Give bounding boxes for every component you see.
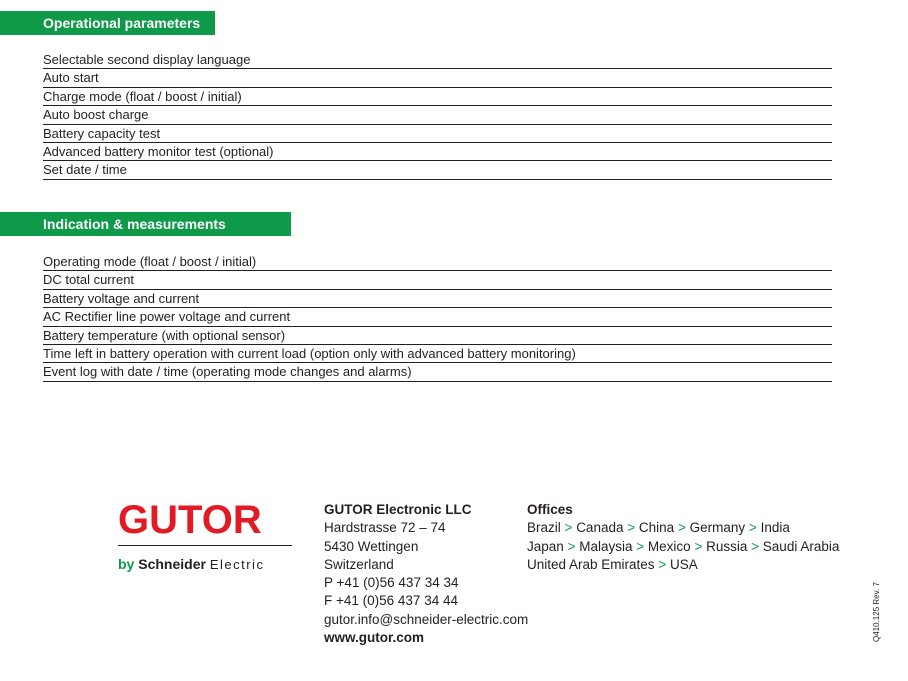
list-item: Advanced battery monitor test (optional) (43, 143, 832, 161)
address-country: Switzerland (324, 556, 394, 572)
list-item: Battery voltage and current (43, 290, 832, 308)
office-country: Canada (576, 520, 624, 536)
section-header-operational-parameters: Operational parameters (0, 11, 215, 35)
separator-chevron: > (658, 556, 667, 572)
logo-divider (118, 545, 292, 546)
separator-chevron: > (567, 538, 576, 554)
schneider-byline (118, 556, 292, 572)
separator-chevron: > (636, 538, 645, 554)
office-country: Mexico (647, 538, 691, 554)
list-item: DC total current (43, 271, 832, 289)
office-country: Japan (527, 538, 564, 554)
offices-row (527, 519, 839, 537)
offices-title: Offices (527, 502, 573, 517)
indication-measurements-list (43, 253, 832, 382)
office-country: India (760, 520, 790, 536)
offices-block (527, 501, 839, 574)
list-item: Charge mode (float / boost / initial) (43, 88, 832, 106)
document-reference: Q410.125 Rev. 7 (872, 582, 881, 642)
gutor-logo (118, 500, 292, 572)
operational-parameters-list (43, 51, 832, 180)
byline-schneider: Schneider (138, 556, 206, 572)
phone-number: P +41 (0)56 437 34 34 (324, 575, 459, 591)
separator-chevron: > (751, 538, 760, 554)
list-item: Operating mode (float / boost / initial) (43, 253, 832, 271)
separator-chevron: > (694, 538, 703, 554)
office-country: Germany (689, 520, 746, 536)
offices-row (527, 556, 839, 574)
office-country: Brazil (527, 520, 561, 536)
list-item: Auto boost charge (43, 106, 832, 124)
office-country: United Arab Emirates (527, 556, 655, 572)
separator-chevron: > (564, 520, 573, 536)
offices-row (527, 538, 839, 556)
list-item: Set date / time (43, 161, 832, 179)
logo-wordmark: GUTOR (118, 498, 262, 542)
office-country: USA (669, 556, 698, 572)
list-item: Selectable second display language (43, 51, 832, 69)
list-item: Battery capacity test (43, 125, 832, 143)
byline-electric: Electric (209, 557, 265, 572)
website-link[interactable]: www.gutor.com (324, 630, 425, 646)
address-street: Hardstrasse 72 – 74 (324, 520, 446, 536)
office-country: China (638, 520, 675, 536)
email-link[interactable]: gutor.info@schneider-electric.com (324, 611, 529, 627)
address-city: 5430 Wettingen (324, 538, 419, 554)
office-country: Saudi Arabia (762, 538, 840, 554)
list-item: Time left in battery operation with current load (option only with advanced battery monitoring) (43, 345, 832, 363)
fax-number: F +41 (0)56 437 34 44 (324, 593, 458, 609)
separator-chevron: > (627, 520, 636, 536)
list-item: AC Rectifier line power voltage and current (43, 308, 832, 326)
byline-by: by (118, 556, 135, 572)
list-item: Auto start (43, 69, 832, 87)
company-name: GUTOR Electronic LLC (324, 502, 472, 517)
separator-chevron: > (748, 520, 757, 536)
section-header-indication-measurements: Indication & measurements (0, 212, 291, 236)
office-country: Malaysia (579, 538, 633, 554)
office-country: Russia (706, 538, 748, 554)
list-item: Battery temperature (with optional sensor) (43, 327, 832, 345)
list-item: Event log with date / time (operating mode changes and alarms) (43, 363, 832, 381)
separator-chevron: > (677, 520, 686, 536)
contact-block (324, 501, 528, 647)
